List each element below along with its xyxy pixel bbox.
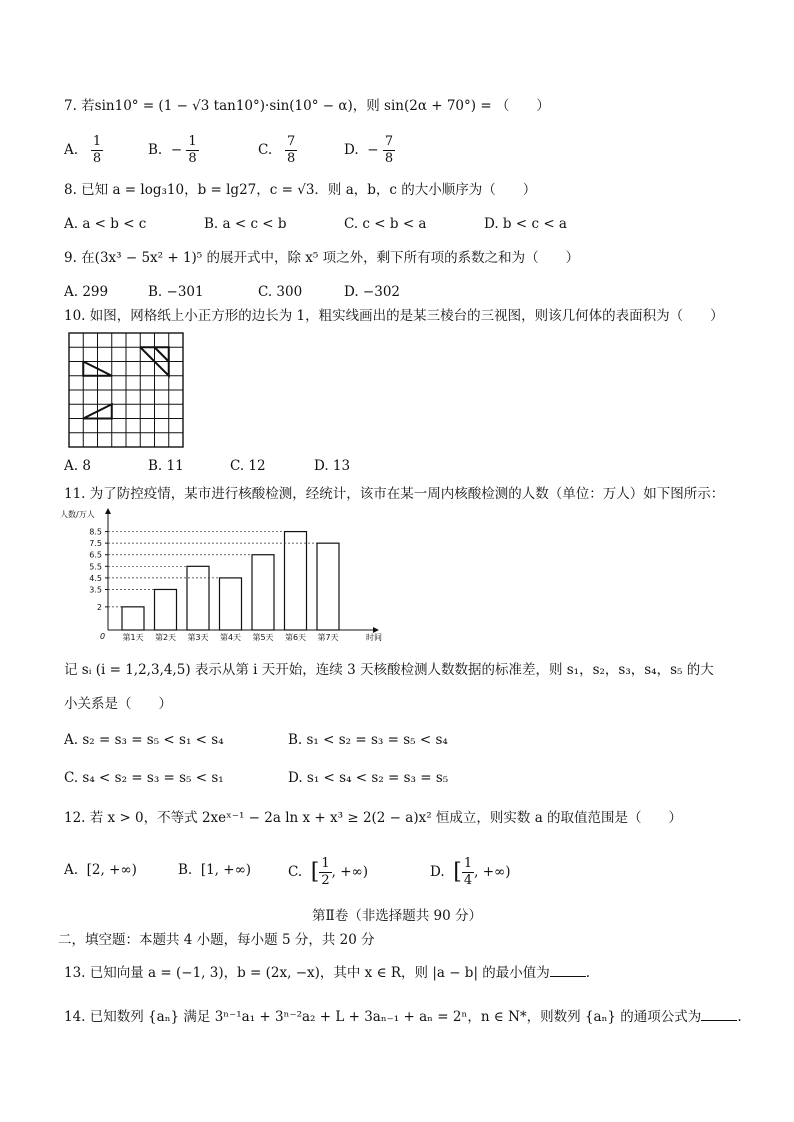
y-tick-label: 5.5 [89, 562, 102, 572]
q10-option-c: C. 12 [230, 458, 266, 474]
y-tick-label: 8.5 [89, 527, 102, 537]
x-axis-label: 时间 [366, 633, 382, 642]
three-view-grid-figure [68, 332, 184, 448]
category-label: 第6天 [284, 633, 307, 642]
y-tick-label: 3.5 [89, 585, 102, 595]
q7-stem: 7. 若sin10° = (1 − √3 tan10°)·sin(10° − α)，则 sin(2α + 70°) = （ ） [64, 98, 550, 114]
category-label: 第5天 [252, 633, 274, 642]
q8-option-a: A. a < b < c [64, 216, 147, 232]
q12-option-a: A. [2, +∞) [64, 862, 137, 878]
q8-option-c: C. c < b < a [344, 216, 427, 232]
q11-option-c: C. s₄ < s₂ = s₃ = s₅ < s₁ [64, 770, 224, 786]
q13-answer-blank[interactable] [550, 962, 586, 977]
y-axis-label: 人数/万人 [60, 510, 95, 519]
q9-option-c: C. 300 [258, 284, 303, 300]
testing-bar-chart [60, 504, 400, 646]
q11-option-b: B. s₁ < s₂ = s₃ = s₅ < s₄ [288, 732, 448, 748]
q7-option-a: A. $\frac{1}{8}$ [64, 134, 102, 166]
q8-stem: 8. 已知 a = log₃10，b = lg27，c = √3．则 a，b，c 的大小顺序为（ ） [64, 182, 537, 198]
q12-option-b: B. [1, +∞) [178, 862, 252, 878]
y-tick-label: 6.5 [89, 550, 102, 560]
origin-label: 0 [100, 632, 106, 641]
q14-stem: 14. 已知数列 {aₙ} 满足 3ⁿ⁻¹a₁ + 3ⁿ⁻²a₂ + L + 3aₙ₋₁ + aₙ = 2ⁿ，n ∈ N*，则数列 {aₙ} 的通项公式为 . [64, 1006, 742, 1027]
bar-5 [252, 555, 274, 630]
q9-option-d: D. −302 [344, 284, 401, 300]
q8-option-d: D. b < c < a [484, 216, 567, 232]
q12-option-d: D. [ $\frac{1}{4}$ , +∞) [430, 856, 511, 888]
bar-4 [220, 578, 242, 630]
section-2-heading: 二，填空题：本题共 4 小题，每小题 5 分，共 20 分 [58, 932, 375, 948]
category-label: 第4天 [219, 633, 242, 642]
y-tick-label: 2 [96, 602, 102, 612]
q9-option-a: A. 299 [64, 284, 109, 300]
q11-text-1: 记 sᵢ (i = 1,2,3,4,5) 表示从第 i 天开始，连续 3 天核酸检测人数数据的标准差，则 s₁，s₂，s₃，s₄，s₅ 的大 [64, 662, 714, 678]
category-label: 第2天 [154, 633, 177, 642]
y-tick-label: 4.5 [89, 573, 102, 583]
q11-option-a: A. s₂ = s₃ = s₅ < s₁ < s₄ [64, 732, 224, 748]
q7-option-c: C. $\frac{7}{8}$ [258, 134, 296, 166]
q11-text-2: 小关系是（ ） [64, 696, 172, 712]
q10-option-b: B. 11 [148, 458, 184, 474]
category-label: 第7天 [317, 633, 339, 642]
bar-7 [317, 543, 339, 630]
bar-6 [285, 532, 307, 630]
q9-option-b: B. −301 [148, 284, 204, 300]
q10-option-d: D. 13 [314, 458, 351, 474]
q11-stem: 11. 为了防控疫情，某市进行核酸检测，经统计，该市在某一周内核酸检测的人数（单位：万人）如下图所示： [64, 486, 725, 502]
bar-1 [122, 607, 144, 630]
q10-option-a: A. 8 [64, 458, 91, 474]
q7-option-b: B. − $\frac{1}{8}$ [148, 134, 197, 166]
q12-option-c: C. [ $\frac{1}{2}$ , +∞) [288, 856, 369, 888]
q10-stem: 10. 如图，网格纸上小正方形的边长为 1，粗实线画出的是某三棱台的三视图，则该几何体的表面积为（ ） [64, 308, 724, 324]
category-label: 第1天 [122, 633, 144, 642]
q14-answer-blank[interactable] [701, 1006, 737, 1021]
q11-option-d: D. s₁ < s₄ < s₂ = s₃ = s₅ [288, 770, 449, 786]
section-2-title: 第Ⅱ卷（非选择题共 90 分） [312, 908, 482, 924]
q13-stem: 13. 已知向量 a = (−1, 3)，b = (2x, −x)，其中 x ∈ R，则 |a − b| 的最小值为 . [64, 962, 590, 983]
y-tick-label: 7.5 [89, 539, 102, 549]
bar-3 [187, 566, 209, 630]
q7-option-d: D. − $\frac{7}{8}$ [344, 134, 394, 166]
q12-stem: 12. 若 x > 0，不等式 2xeˣ⁻¹ − 2a ln x + x³ ≥ 2(2 − a)x² 恒成立，则实数 a 的取值范围是（ ） [64, 810, 683, 826]
y-axis-arrow [105, 508, 111, 514]
bar-2 [155, 589, 177, 630]
q9-stem: 9. 在(3x³ − 5x² + 1)⁵ 的展开式中，除 x⁵ 项之外，剩下所有项的系数之和为（ ） [64, 250, 580, 266]
category-label: 第3天 [187, 633, 209, 642]
q8-option-b: B. a < c < b [204, 216, 287, 232]
